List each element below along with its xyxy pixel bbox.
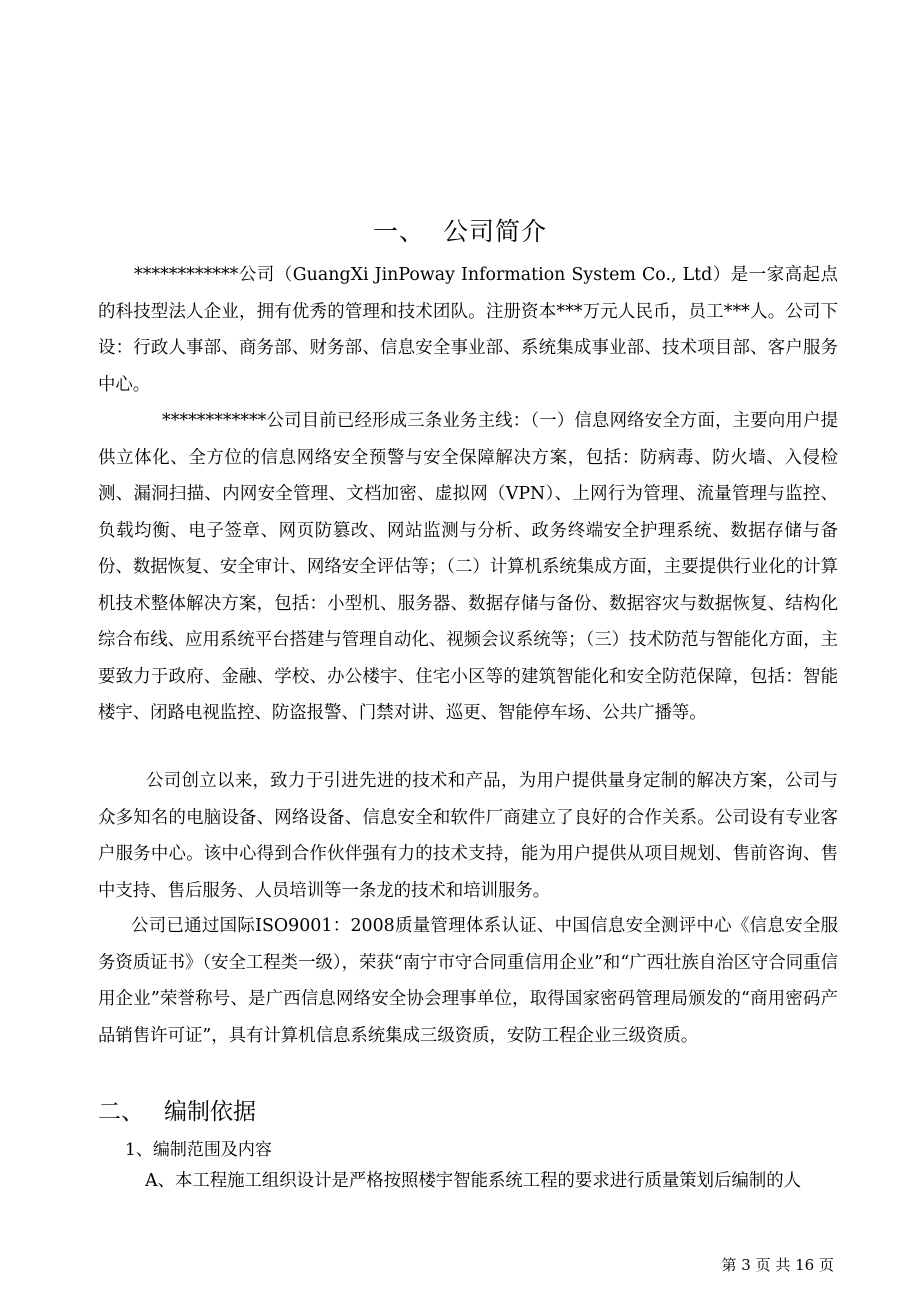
page-footer: 第 3 页 共 16 页 (721, 1256, 834, 1274)
paragraph-partnerships: 公司创立以来，致力于引进先进的技术和产品，为用户提供量身定制的解决方案，公司与众多知名的电脑设备、网络设备、信息安全和软件厂商建立了良好的合作关系。公司设有专业客户服务中心。该中心得到合作伙伴强有力的技术支持，能为用户提供从项目规划、售前咨询、售中支持、售后服务、人员培训等一条龙的技术和培训服务。 (98, 771, 838, 901)
paragraph-certifications: 公司已通过国际ISO9001：2008质量管理体系认证、中国信息安全测评中心《信息安全服务资质证书》（安全工程类一级），荣获“南宁市守合同重信用企业”和“广西壮族自治区守合同重信用企业”荣誉称号、是广西信息网络安全协会理事单位，取得国家密码管理局颁发的“商用密码产品销售许可证”，具有计算机信息系统集成三级资质，安防工程企业三级资质。 (98, 916, 838, 1046)
section-title: 公司简介 (443, 217, 548, 246)
section-number: 一、 (372, 217, 425, 246)
section-number: 二、 (98, 1099, 144, 1125)
paragraph-business-lines: ************公司目前已经形成三条业务主线：（一）信息网络安全方面，主要向用户提供立体化、全方位的信息网络安全预警与安全保障解决方案，包括：防病毒、防火墙、入侵检测、漏洞扫描、内网安全管理、文档加密、虚拟网（VPN）、上网行为管理、流量管理与监控、负载均衡、电子签章、网页防篡改、网站监测与分析、政务终端安全护理系统、数据存储与备份、数据恢复、安全审计、网络安全评估等；（二）计算机系统集成方面，主要提供行业化的计算机技术整体解决方案，包括：小型机、服务器、数据存储与备份、数据容灾与数据恢复、结构化综合布线、应用系统平台搭建与管理自动化、视频会议系统等；（三）技术防范与智能化方面，主要致力于政府、金融、学校、办公楼宇、住宅小区等的建筑智能化和安全防范保障，包括：智能楼宇、闭路电视监控、防盗报警、门禁对讲、巡更、智能停车场、公共广播等。 (98, 411, 838, 723)
subsection-heading: 1、编制范围及内容 (125, 1140, 272, 1160)
section-heading-company-intro (0, 212, 920, 252)
section-heading-compilation-basis (98, 1094, 256, 1130)
paragraph-company-overview: ************公司（GuangXi JinPoway Information System Co., Ltd）是一家高起点的科技型法人企业，拥有优秀的管理和技术团队。注册资本***万元人民币，员工***人。公司下设：行政人事部、商务部、财务部、信息安全事业部、系统集成事业部、技术项目部、客户服务中心。 (98, 265, 838, 395)
section-title: 编制依据 (164, 1099, 256, 1125)
paragraph-item-a: A、本工程施工组织设计是严格按照楼宇智能系统工程的要求进行质量策划后编制的人 (145, 1171, 802, 1191)
